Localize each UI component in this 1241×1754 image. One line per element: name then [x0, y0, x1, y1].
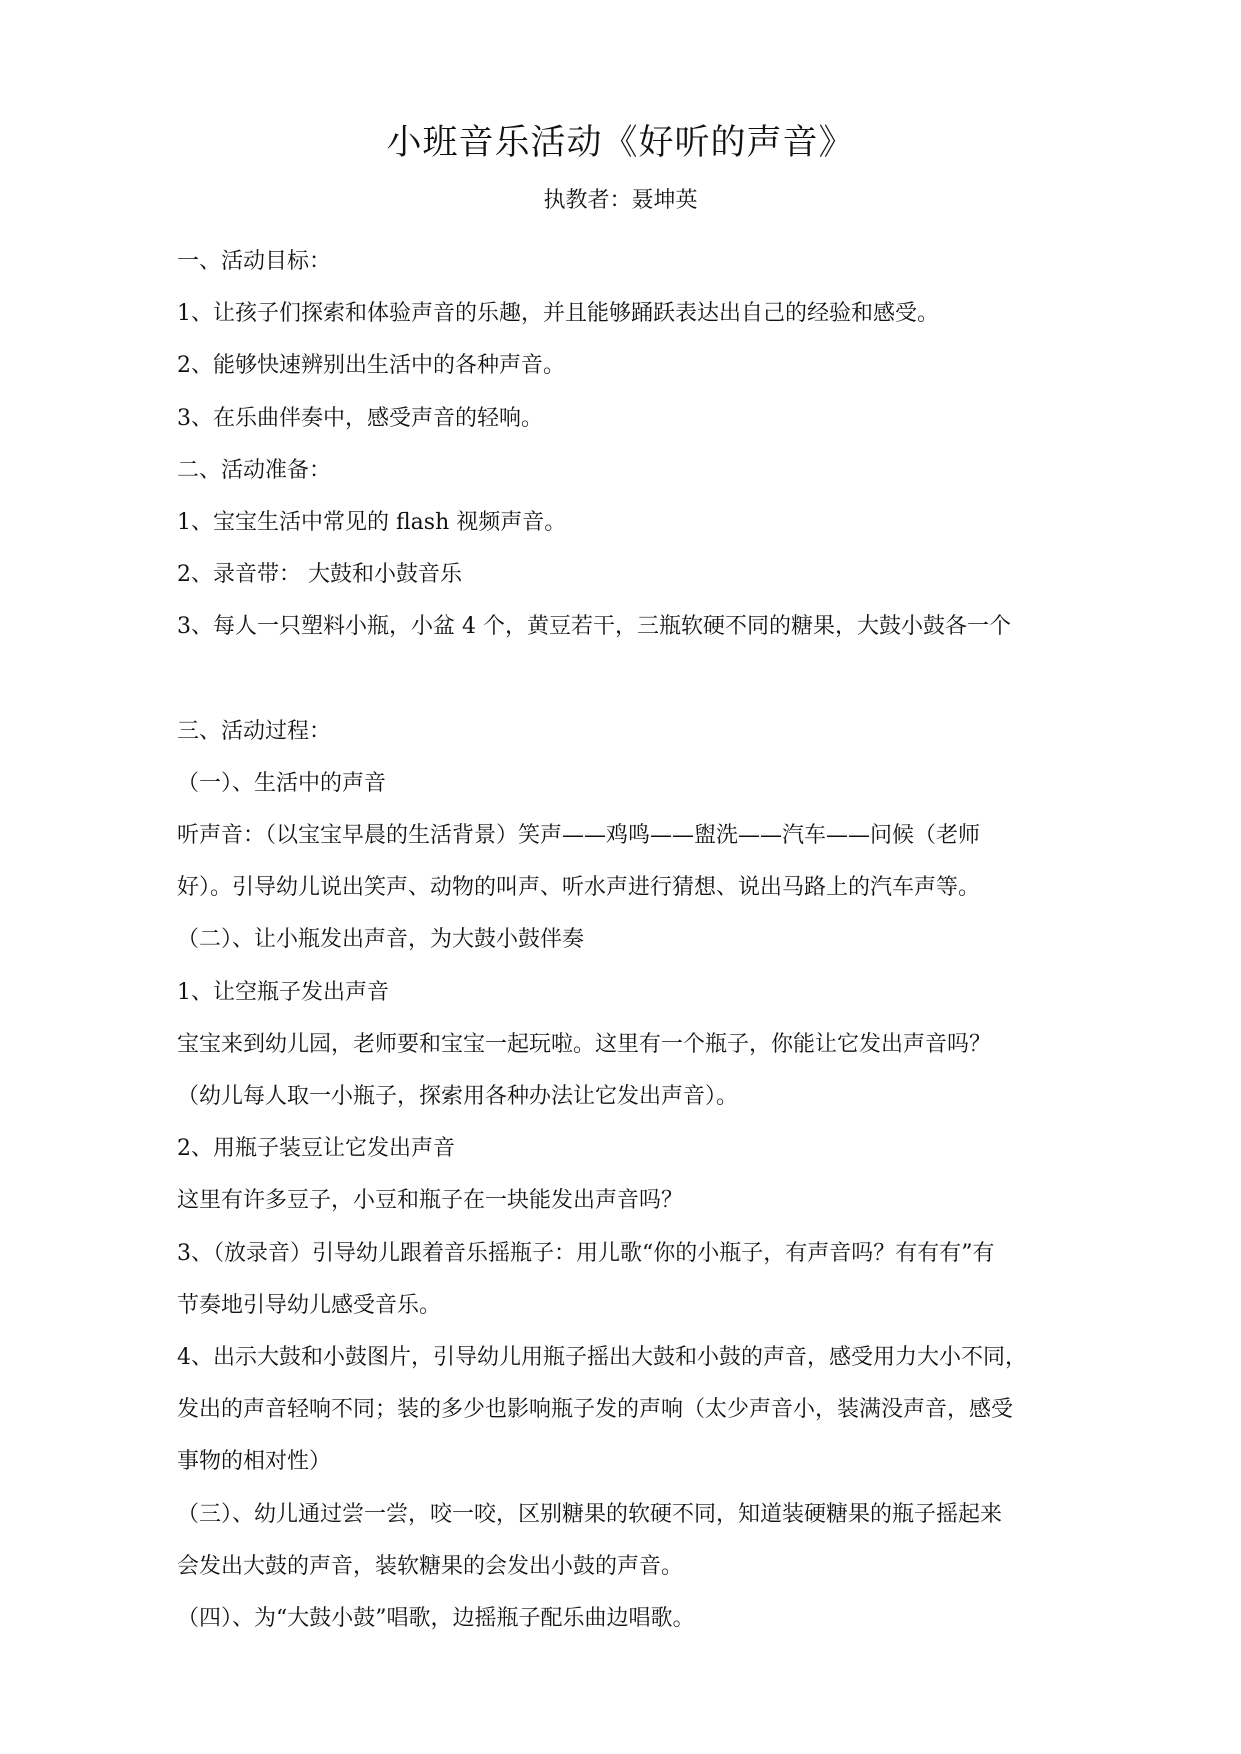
process-subheading-4: （四）、为“大鼓小鼓”唱歌，边摇瓶子配乐曲边唱歌。	[177, 1605, 695, 1631]
paragraph-line: 事物的相对性）	[177, 1449, 332, 1475]
document-body	[177, 236, 1117, 1645]
goal-item-3: 3、在乐曲伴奏中，感受声音的轻响。	[177, 405, 543, 431]
paragraph-line: 这里有许多豆子，小豆和瓶子在一块能发出声音吗？	[177, 1188, 684, 1214]
paragraph-line: 听声音：（以宝宝早晨的生活背景）笑声——鸡鸣——盥洗——汽车——问候（老师	[177, 823, 981, 849]
preparation-item-1: 1、宝宝生活中常见的 flash 视频声音。	[177, 509, 567, 535]
paragraph-line: 节奏地引导幼儿感受音乐。	[177, 1292, 442, 1318]
preparation-item-2: 2、录音带： 大鼓和小鼓音乐	[177, 562, 462, 588]
goal-item-1: 1、让孩子们探索和体验声音的乐趣，并且能够踊跃表达出自己的经验和感受。	[177, 301, 939, 327]
process-subheading-2: （二）、让小瓶发出声音，为大鼓小鼓伴奏	[177, 927, 585, 953]
process-step-1: 1、让空瓶子发出声音	[177, 979, 389, 1005]
paragraph-line: （幼儿每人取一小瓶子，探索用各种办法让它发出声音）。	[177, 1084, 739, 1109]
section-heading-goals: 一、活动目标：	[177, 249, 332, 274]
paragraph-line: 发出的声音轻响不同；装的多少也影响瓶子发的声响（太少声音小，装满没声音，感受	[177, 1397, 1014, 1423]
process-subheading-1: （一）、生活中的声音	[177, 770, 387, 796]
process-subheading-3: （三）、幼儿通过尝一尝，咬一咬，区别糖果的软硬不同，知道装硬糖果的瓶子摇起来	[177, 1501, 1003, 1527]
section-heading-preparation: 二、活动准备：	[177, 457, 332, 483]
author-line: 执教者：聂坤英	[543, 188, 698, 213]
preparation-item-3: 3、每人一只塑料小瓶，小盆 4 个，黄豆若干，三瓶软硬不同的糖果，大鼓小鼓各一个	[177, 614, 1011, 640]
section-heading-process: 三、活动过程：	[177, 718, 332, 744]
paragraph-line: 宝宝来到幼儿园，老师要和宝宝一起玩啦。这里有一个瓶子，你能让它发出声音吗？	[177, 1031, 992, 1057]
goal-item-2: 2、能够快速辨别出生活中的各种声音。	[177, 353, 565, 379]
page-title: 小班音乐活动《好听的声音》	[386, 123, 855, 163]
paragraph-line: 好）。引导幼儿说出笑声、动物的叫声、听水声进行猜想、说出马路上的汽车声等。	[177, 875, 981, 901]
process-step-3: 3、（放录音）引导幼儿跟着音乐摇瓶子：用儿歌“你的小瓶子，有声音吗？有有有”有	[177, 1240, 995, 1266]
process-step-4: 4、出示大鼓和小鼓图片，引导幼儿用瓶子摇出大鼓和小鼓的声音，感受用力大小不同，	[177, 1344, 1027, 1370]
process-step-2: 2、用瓶子装豆让它发出声音	[177, 1136, 455, 1162]
blank-line	[177, 654, 1117, 706]
paragraph-line: 会发出大鼓的声音，装软糖果的会发出小鼓的声音。	[177, 1553, 684, 1579]
